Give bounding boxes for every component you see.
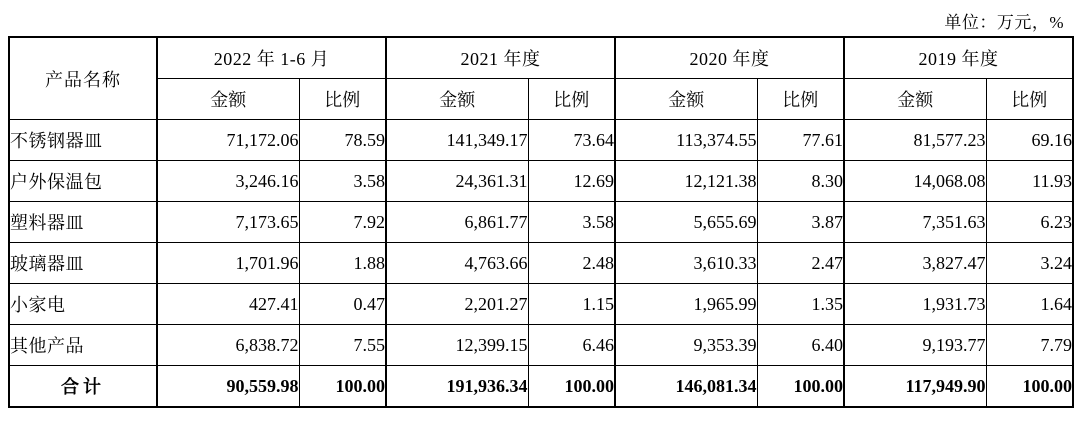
header-row-years xyxy=(9,37,1073,79)
product-revenue-table-container xyxy=(8,36,1072,408)
table-row-total xyxy=(9,366,1073,408)
cell-ratio-2022: 7.92 xyxy=(299,202,386,243)
total-amount-2022: 90,559.98 xyxy=(157,366,299,408)
row-label: 塑料器皿 xyxy=(9,202,157,243)
table-row xyxy=(9,202,1073,243)
cell-amount-2019: 14,068.08 xyxy=(844,161,986,202)
header-product-name: 产品名称 xyxy=(9,37,157,120)
cell-ratio-2022: 78.59 xyxy=(299,120,386,161)
cell-amount-2019: 1,931.73 xyxy=(844,284,986,325)
cell-amount-2021: 24,361.31 xyxy=(386,161,528,202)
cell-ratio-2019: 3.24 xyxy=(986,243,1073,284)
cell-amount-2019: 9,193.77 xyxy=(844,325,986,366)
table-row xyxy=(9,284,1073,325)
header-amount-2022: 金额 xyxy=(157,79,299,120)
cell-amount-2021: 12,399.15 xyxy=(386,325,528,366)
cell-ratio-2022: 7.55 xyxy=(299,325,386,366)
unit-note: 单位：万元，% xyxy=(944,13,1064,32)
row-label: 玻璃器皿 xyxy=(9,243,157,284)
cell-amount-2020: 3,610.33 xyxy=(615,243,757,284)
table-row xyxy=(9,161,1073,202)
total-ratio-2021: 100.00 xyxy=(528,366,615,408)
table-row xyxy=(9,325,1073,366)
header-group-2020: 2020 年度 xyxy=(615,37,844,79)
cell-ratio-2020: 3.87 xyxy=(757,202,844,243)
cell-ratio-2021: 2.48 xyxy=(528,243,615,284)
total-ratio-2019: 100.00 xyxy=(986,366,1073,408)
cell-amount-2021: 6,861.77 xyxy=(386,202,528,243)
header-ratio-2021: 比例 xyxy=(528,79,615,120)
cell-amount-2019: 7,351.63 xyxy=(844,202,986,243)
cell-amount-2019: 81,577.23 xyxy=(844,120,986,161)
cell-ratio-2021: 1.15 xyxy=(528,284,615,325)
cell-amount-2022: 1,701.96 xyxy=(157,243,299,284)
row-label: 户外保温包 xyxy=(9,161,157,202)
total-amount-2019: 117,949.90 xyxy=(844,366,986,408)
total-ratio-2022: 100.00 xyxy=(299,366,386,408)
cell-ratio-2022: 1.88 xyxy=(299,243,386,284)
cell-ratio-2022: 0.47 xyxy=(299,284,386,325)
cell-amount-2022: 7,173.65 xyxy=(157,202,299,243)
cell-amount-2020: 9,353.39 xyxy=(615,325,757,366)
cell-ratio-2019: 1.64 xyxy=(986,284,1073,325)
cell-amount-2022: 71,172.06 xyxy=(157,120,299,161)
cell-ratio-2021: 73.64 xyxy=(528,120,615,161)
header-row-subcolumns xyxy=(9,79,1073,120)
header-ratio-2019: 比例 xyxy=(986,79,1073,120)
header-group-2019: 2019 年度 xyxy=(844,37,1073,79)
row-label: 小家电 xyxy=(9,284,157,325)
cell-ratio-2019: 7.79 xyxy=(986,325,1073,366)
cell-ratio-2019: 11.93 xyxy=(986,161,1073,202)
cell-ratio-2020: 1.35 xyxy=(757,284,844,325)
cell-amount-2020: 5,655.69 xyxy=(615,202,757,243)
cell-ratio-2019: 6.23 xyxy=(986,202,1073,243)
header-group-2021: 2021 年度 xyxy=(386,37,615,79)
row-label: 其他产品 xyxy=(9,325,157,366)
cell-ratio-2019: 69.16 xyxy=(986,120,1073,161)
table-body xyxy=(9,120,1073,408)
header-group-2022: 2022 年 1-6 月 xyxy=(157,37,386,79)
header-ratio-2022: 比例 xyxy=(299,79,386,120)
row-label-total: 合计 xyxy=(9,366,157,408)
table-header xyxy=(9,37,1073,120)
header-amount-2019: 金额 xyxy=(844,79,986,120)
cell-ratio-2022: 3.58 xyxy=(299,161,386,202)
cell-ratio-2021: 3.58 xyxy=(528,202,615,243)
table-row xyxy=(9,120,1073,161)
cell-ratio-2020: 2.47 xyxy=(757,243,844,284)
row-label: 不锈钢器皿 xyxy=(9,120,157,161)
cell-ratio-2021: 6.46 xyxy=(528,325,615,366)
cell-amount-2020: 1,965.99 xyxy=(615,284,757,325)
cell-ratio-2020: 8.30 xyxy=(757,161,844,202)
total-ratio-2020: 100.00 xyxy=(757,366,844,408)
cell-amount-2020: 12,121.38 xyxy=(615,161,757,202)
cell-amount-2022: 6,838.72 xyxy=(157,325,299,366)
cell-ratio-2020: 77.61 xyxy=(757,120,844,161)
cell-ratio-2020: 6.40 xyxy=(757,325,844,366)
header-ratio-2020: 比例 xyxy=(757,79,844,120)
cell-ratio-2021: 12.69 xyxy=(528,161,615,202)
cell-amount-2022: 427.41 xyxy=(157,284,299,325)
header-amount-2021: 金额 xyxy=(386,79,528,120)
product-revenue-table xyxy=(8,36,1074,408)
cell-amount-2019: 3,827.47 xyxy=(844,243,986,284)
cell-amount-2021: 2,201.27 xyxy=(386,284,528,325)
cell-amount-2020: 113,374.55 xyxy=(615,120,757,161)
total-amount-2020: 146,081.34 xyxy=(615,366,757,408)
cell-amount-2021: 141,349.17 xyxy=(386,120,528,161)
cell-amount-2022: 3,246.16 xyxy=(157,161,299,202)
cell-amount-2021: 4,763.66 xyxy=(386,243,528,284)
table-row xyxy=(9,243,1073,284)
total-amount-2021: 191,936.34 xyxy=(386,366,528,408)
header-amount-2020: 金额 xyxy=(615,79,757,120)
